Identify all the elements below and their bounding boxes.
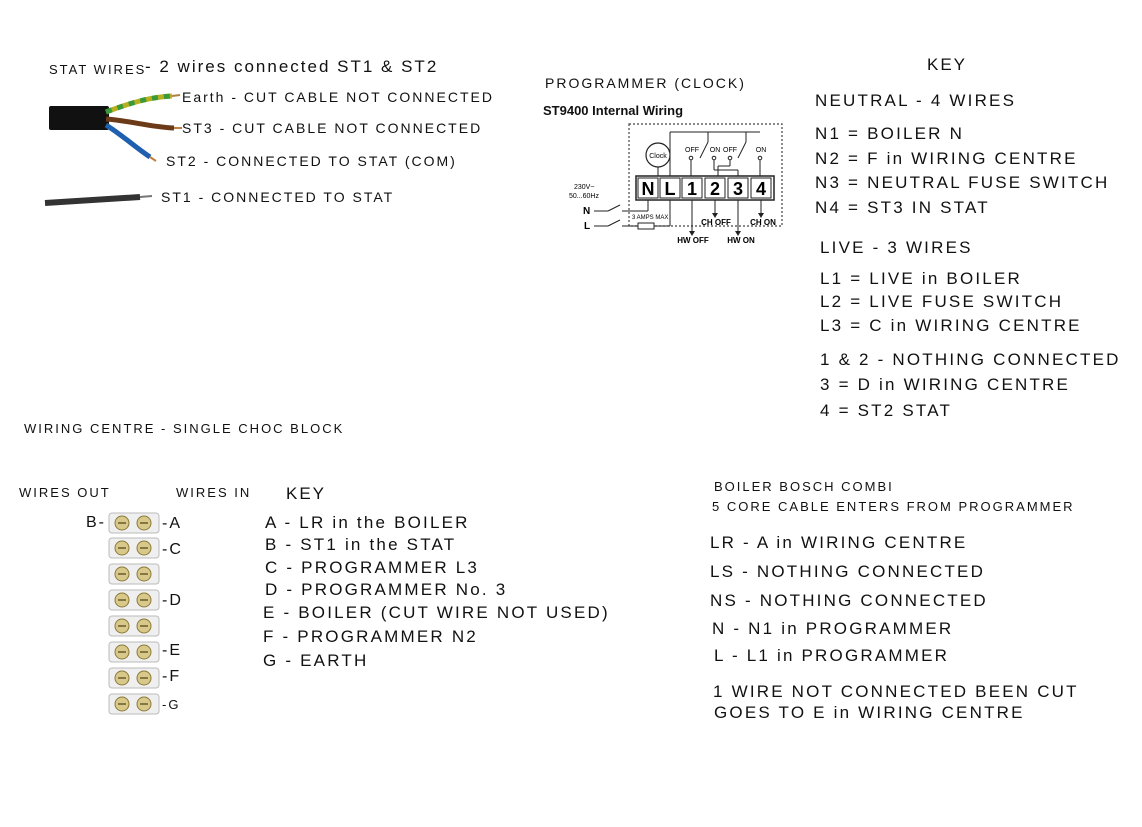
programmer-title: PROGRAMMER (CLOCK): [545, 75, 746, 91]
neutral-title: NEUTRAL - 4 WIRES: [815, 91, 1017, 110]
key-bottom-item: C - PROGRAMMER L3: [265, 558, 480, 577]
amps-label: 3 AMPS MAX: [632, 215, 669, 221]
key-bottom-title: KEY: [286, 484, 327, 503]
neutral-item: N4 = ST3 IN STAT: [815, 198, 990, 217]
terminal-item: 3 = D in WIRING CENTRE: [820, 375, 1071, 394]
supply-voltage: 230V~: [574, 184, 595, 191]
neutral-item: N3 = NEUTRAL FUSE SWITCH: [815, 173, 1110, 192]
boiler-item: L - L1 in PROGRAMMER: [714, 646, 950, 665]
programmer-model: ST9400 Internal Wiring: [543, 103, 684, 118]
wire-label-a: -A: [162, 515, 182, 532]
wiring-centre-title: WIRING CENTRE - SINGLE CHOC BLOCK: [24, 421, 345, 436]
live-title: LIVE - 3 WIRES: [820, 238, 973, 257]
terminal-item: 1 & 2 - NOTHING CONNECTED: [820, 350, 1121, 369]
live-item: L1 = LIVE in BOILER: [820, 269, 1022, 288]
neutral-item: N1 = BOILER N: [815, 124, 965, 143]
terminal-2: 2: [709, 179, 721, 199]
supply-l-label: L: [584, 221, 591, 232]
output-hw-off: HW OFF: [677, 236, 709, 245]
stat-wire-earth: Earth - CUT CABLE NOT CONNECTED: [182, 89, 494, 105]
wires-in-label: WIRES IN: [176, 485, 252, 500]
switch-label-2: ON: [709, 147, 721, 154]
wire-label-g: -G: [162, 697, 181, 712]
output-ch-on: CH ON: [750, 218, 776, 227]
key-bottom-item: F - PROGRAMMER N2: [263, 627, 478, 646]
stat-wires-description: - 2 wires connected ST1 & ST2: [145, 57, 439, 76]
choc-block-illustration: [107, 510, 163, 720]
terminal-item: 4 = ST2 STAT: [820, 401, 953, 420]
boiler-item: LS - NOTHING CONNECTED: [710, 562, 986, 581]
choc-block-terminals: [109, 513, 159, 714]
boiler-note: 1 WIRE NOT CONNECTED BEEN CUT: [713, 682, 1079, 701]
boiler-item: N - N1 in PROGRAMMER: [712, 619, 954, 638]
output-ch-off: CH OFF: [701, 218, 731, 227]
key-bottom-item: A - LR in the BOILER: [265, 513, 470, 532]
boiler-item: LR - A in WIRING CENTRE: [710, 533, 968, 552]
programmer-wiring-diagram: [560, 118, 790, 258]
wire-label-d: -D: [162, 592, 183, 609]
wires-out-label: WIRES OUT: [19, 485, 111, 500]
terminal-4: 4: [755, 179, 767, 199]
switch-label-1: OFF: [685, 147, 699, 154]
key-bottom-item: B - ST1 in the STAT: [265, 535, 457, 554]
boiler-item: NS - NOTHING CONNECTED: [710, 591, 988, 610]
switch-label-4: ON: [755, 147, 767, 154]
wire-label-b: B-: [86, 514, 106, 531]
terminal-strip: [638, 178, 771, 199]
terminal-1: 1: [686, 179, 698, 199]
boiler-subtitle: 5 CORE CABLE ENTERS FROM PROGRAMMER: [712, 499, 1075, 514]
live-item: L3 = C in WIRING CENTRE: [820, 316, 1082, 335]
key-bottom-item: G - EARTH: [263, 651, 369, 670]
stat-wire-st1: ST1 - CONNECTED TO STAT: [161, 189, 395, 205]
stat-wire-st3: ST3 - CUT CABLE NOT CONNECTED: [182, 120, 483, 136]
live-item: L2 = LIVE FUSE SWITCH: [820, 292, 1064, 311]
switch-label-3: OFF: [723, 147, 737, 154]
wire-label-e: -E: [162, 642, 182, 659]
neutral-item: N2 = F in WIRING CENTRE: [815, 149, 1078, 168]
terminal-n: N: [641, 179, 655, 199]
boiler-note: GOES TO E in WIRING CENTRE: [714, 703, 1025, 722]
output-hw-on: HW ON: [727, 236, 755, 245]
boiler-title: BOILER BOSCH COMBI: [714, 479, 894, 494]
key-bottom-item: E - BOILER (CUT WIRE NOT USED): [263, 603, 610, 622]
supply-frequency: 50...60Hz: [569, 193, 599, 200]
key-top-title: KEY: [927, 55, 968, 74]
stat-wire-st2: ST2 - CONNECTED TO STAT (COM): [166, 153, 457, 169]
clock-label: Clock: [649, 153, 667, 160]
supply-n-label: N: [583, 206, 591, 217]
wire-label-f: -F: [162, 668, 182, 685]
terminal-l: L: [664, 179, 676, 199]
terminal-3: 3: [732, 179, 744, 199]
wire-label-c: -C: [162, 541, 183, 558]
stat-wires-label: STAT WIRES: [49, 62, 147, 77]
key-bottom-item: D - PROGRAMMER No. 3: [265, 580, 508, 599]
